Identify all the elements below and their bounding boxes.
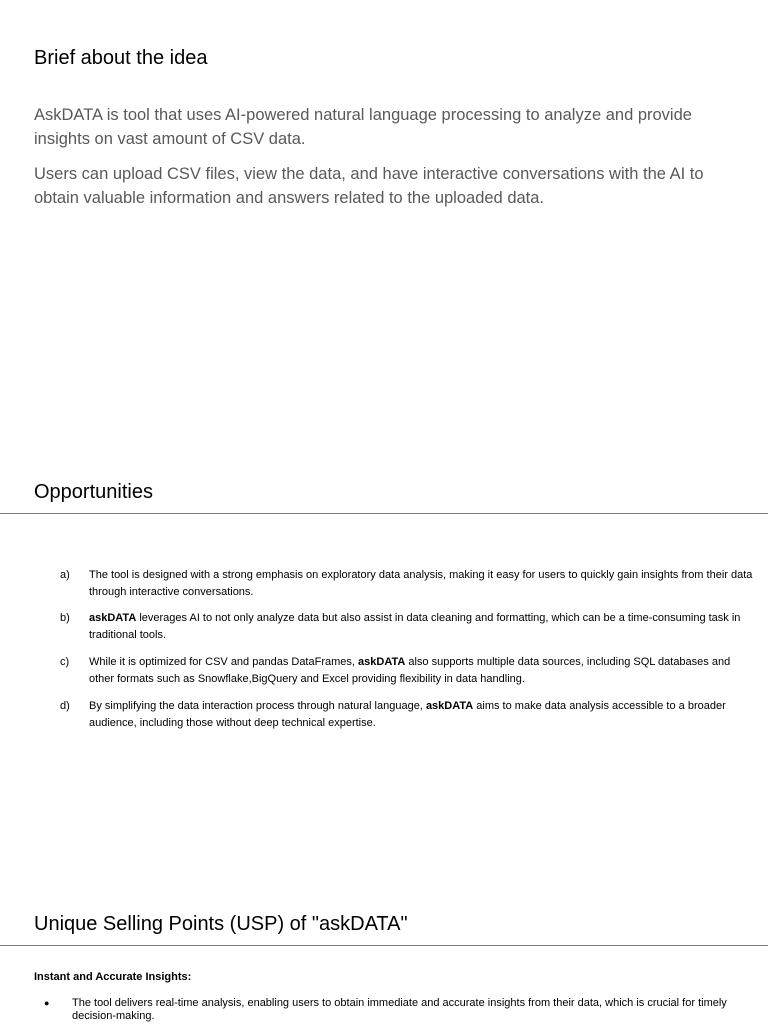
opportunity-text bbox=[89, 698, 754, 732]
list-marker: b) bbox=[60, 612, 70, 624]
opportunity-text-rest: also supports multiple data sources, including SQL databases and other formats such as Snowflake,BigQuery and Excel providing flexibility in data handling. bbox=[89, 656, 731, 685]
brief-paragraph-1: AskDATA is tool that uses AI-powered natural language processing to analyze and provide insights on vast amount of CSV data. bbox=[34, 106, 692, 148]
opportunity-item bbox=[60, 698, 760, 732]
usp-item-text: The tool delivers real-time analysis, enabling users to obtain immediate and accurate insights from their data, which is crucial for timely decision-making. bbox=[72, 997, 727, 1022]
opportunity-item bbox=[60, 610, 760, 644]
opportunity-text-rest: aims to make data analysis accessible to a broader audience, including those without deep technical expertise. bbox=[89, 700, 726, 729]
brand-name: askDATA bbox=[89, 612, 137, 624]
opportunity-text-pre: While it is optimized for CSV and pandas DataFrames, bbox=[89, 656, 359, 668]
opportunity-text: The tool is designed with a strong emphasis on exploratory data analysis, making it easy for users to quickly gain insights from their data through interactive conversations. bbox=[89, 569, 753, 598]
usp-heading: Unique Selling Points (USP) of "askDATA" bbox=[34, 913, 408, 935]
brief-heading: Brief about the idea bbox=[34, 47, 208, 69]
opportunities-heading: Opportunities bbox=[34, 481, 153, 503]
opportunity-text bbox=[89, 610, 754, 644]
brief-paragraph-2: Users can upload CSV files, view the data, and have interactive conversations with the AI to obtain valuable information and answers related to the uploaded data. bbox=[34, 165, 704, 207]
list-marker: a) bbox=[60, 569, 70, 581]
opportunity-item bbox=[60, 654, 760, 688]
usp-subheading: Instant and Accurate Insights: bbox=[34, 971, 192, 983]
usp-list-item bbox=[44, 997, 744, 1024]
brand-name: askDATA bbox=[358, 656, 406, 668]
opportunity-item bbox=[60, 567, 760, 601]
list-marker: c) bbox=[60, 656, 70, 668]
brand-name: askDATA bbox=[425, 700, 474, 712]
opportunity-text bbox=[89, 654, 754, 688]
opportunity-text-rest: leverages AI to not only analyze data but also assist in data cleaning and formatting, which can be a time-consuming task in traditional tools. bbox=[89, 612, 741, 641]
section-divider bbox=[0, 513, 768, 514]
opportunity-text-pre: By simplifying the data interaction process through natural language, bbox=[89, 700, 426, 712]
list-marker: d) bbox=[60, 700, 70, 712]
bullet-icon: ● bbox=[44, 998, 50, 1008]
section-divider bbox=[0, 945, 768, 946]
